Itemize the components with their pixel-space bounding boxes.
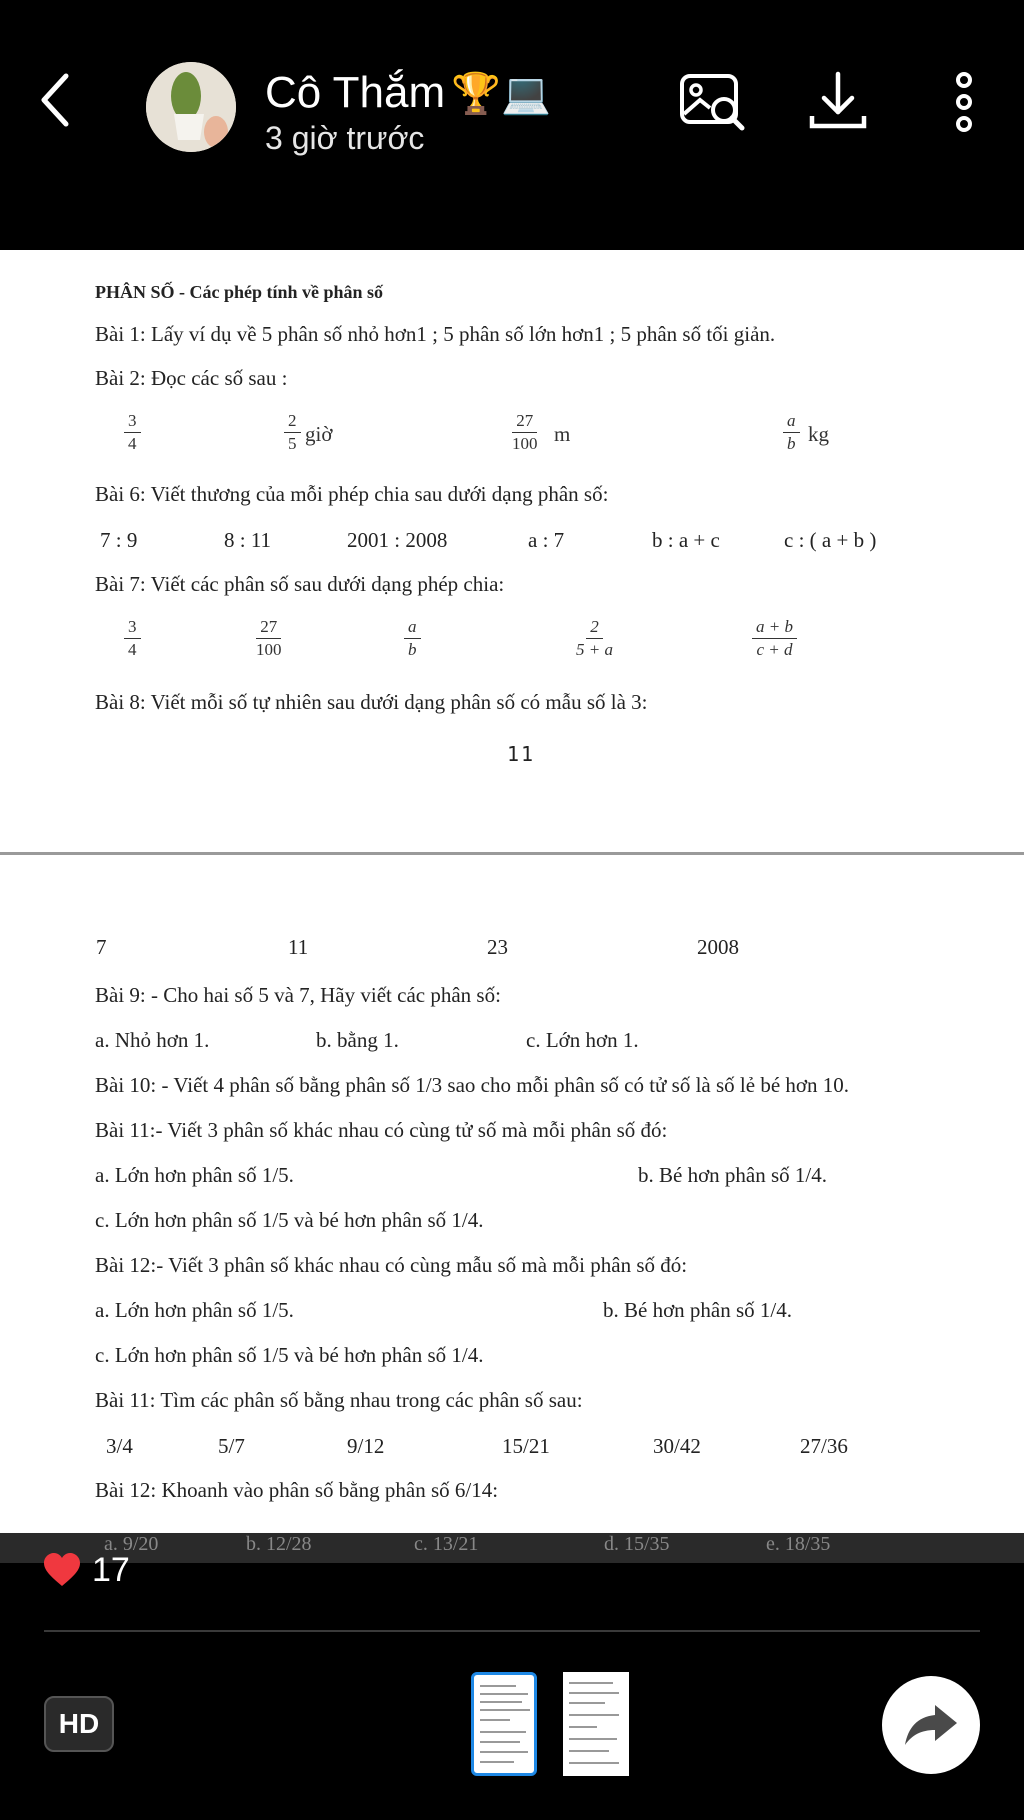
page-thumbnail-1[interactable] (471, 1672, 537, 1776)
cactus-avatar-image (146, 62, 236, 152)
fraction: $\frac{a + b}{c + d}$ (752, 616, 797, 661)
option-item: c. Lớn hơn phân số 1/5 và bé hơn phân số 1/4. (95, 1343, 484, 1367)
handwritten-mark: 11 (507, 742, 536, 766)
fraction-item: 3/4 (106, 1434, 133, 1458)
number-item: 23 (487, 935, 508, 959)
page-thumbnail-2[interactable] (563, 1672, 629, 1776)
bai-6: Bài 6: Viết thương của mỗi phép chia sau dưới dạng phân số: (95, 482, 609, 506)
fraction: $\frac{3}{4}$ (124, 616, 141, 661)
division-item: 7 : 9 (100, 528, 138, 552)
fraction-item: 9/12 (347, 1434, 385, 1458)
option-item: e. 18/35 (766, 1533, 831, 1555)
sender-name: Cô Thắm 🏆💻 (265, 68, 551, 117)
fraction: $\frac{a}{b}$ (404, 616, 421, 661)
post-time: 3 giờ trước (265, 120, 425, 156)
footer-divider (44, 1630, 980, 1632)
option-item: b. Bé hơn phân số 1/4. (603, 1298, 793, 1322)
fraction: $\frac{27}{100}$ (256, 617, 282, 659)
more-vertical-icon[interactable] (936, 66, 992, 138)
trophy-laptop-emoji: 🏆💻 (451, 72, 551, 116)
page-divider (0, 852, 1024, 855)
option-item: a. Lớn hơn phân số 1/5. (95, 1298, 294, 1322)
bai-12: Bài 12:- Viết 3 phân số khác nhau có cùng mẫu số mà mỗi phân số đó: (95, 1253, 688, 1277)
division-item: 8 : 11 (224, 528, 272, 552)
option-item: b. 12/28 (246, 1533, 312, 1555)
like-reaction[interactable] (42, 1548, 130, 1592)
doc-title: PHÂN SỐ - Các phép tính về phân số (95, 282, 384, 302)
number-item: 11 (288, 935, 309, 959)
bai-11-second: Bài 11: Tìm các phân số bằng nhau trong các phân số sau: (95, 1388, 583, 1412)
option-item: b. bằng 1. (316, 1028, 399, 1052)
fraction: $\frac{2}{5 + a}$ (576, 617, 613, 659)
bai-12-second: Bài 12: Khoanh vào phân số bằng phân số 6/14: (95, 1478, 499, 1502)
option-item: c. 13/21 (414, 1533, 479, 1555)
bai-2: Bài 2: Đọc các số sau : (95, 366, 288, 390)
photo-document (0, 250, 1024, 1542)
share-arrow-icon (903, 1701, 959, 1749)
option-item: c. Lớn hơn phân số 1/5 và bé hơn phân số 1/4. (95, 1208, 484, 1232)
number-item: 2008 (697, 935, 739, 959)
unit-label: m (554, 422, 571, 446)
division-item: 2001 : 2008 (347, 528, 448, 552)
number-item: 7 (96, 935, 107, 959)
fraction-item: 27/36 (800, 1434, 848, 1458)
viewer-header (0, 0, 1024, 250)
fraction: $\frac{a}{b}$ (783, 410, 800, 455)
bai-11: Bài 11:- Viết 3 phân số khác nhau có cùng tử số mà mỗi phân số đó: (95, 1118, 668, 1142)
option-item: a. Lớn hơn phân số 1/5. (95, 1163, 294, 1187)
fraction: $\frac{3}{4}$ (124, 410, 141, 455)
fraction-item: 30/42 (653, 1434, 701, 1458)
download-icon[interactable] (802, 66, 874, 138)
division-item: b : a + c (652, 528, 720, 552)
avatar[interactable] (146, 62, 236, 152)
division-item: c : ( a + b ) (784, 528, 877, 552)
bai-12-options-partial (0, 1533, 1024, 1563)
option-item: d. 15/35 (604, 1533, 670, 1555)
unit-label: kg (808, 422, 829, 446)
fraction-item: 5/7 (218, 1434, 245, 1458)
division-item: a : 7 (528, 528, 565, 552)
like-count: 17 (92, 1550, 130, 1589)
bai-1: Bài 1: Lấy ví dụ về 5 phân số nhỏ hơn1 ; 5 phân số lớn hơn1 ; 5 phân số tối giản. (95, 322, 776, 346)
share-button[interactable] (882, 1676, 980, 1774)
hd-button[interactable]: HD (44, 1696, 114, 1752)
unit-label: giờ (305, 422, 333, 446)
bai-9: Bài 9: - Cho hai số 5 và 7, Hãy viết các phân số: (95, 983, 501, 1007)
image-search-icon[interactable] (678, 66, 750, 138)
option-item: b. Bé hơn phân số 1/4. (638, 1163, 828, 1187)
option-item: a. Nhỏ hơn 1. (95, 1028, 210, 1052)
option-item: c. Lớn hơn 1. (526, 1028, 639, 1052)
heart-icon (42, 1552, 82, 1588)
bai-7: Bài 7: Viết các phân số sau dưới dạng phép chia: (95, 572, 505, 596)
bai-10: Bài 10: - Viết 4 phân số bằng phân số 1/3 sao cho mỗi phân số có tử số là số lẻ bé hơn 10. (95, 1073, 849, 1097)
back-chevron-icon[interactable] (36, 70, 72, 130)
fraction: $\frac{27}{100}$ (512, 411, 538, 453)
fraction-item: 15/21 (502, 1434, 550, 1458)
fraction: $\frac{2}{5}$ (284, 410, 301, 455)
bai-8: Bài 8: Viết mỗi số tự nhiên sau dưới dạng phân số có mẫu số là 3: (95, 690, 648, 714)
option-item: a. 9/20 (104, 1533, 159, 1555)
